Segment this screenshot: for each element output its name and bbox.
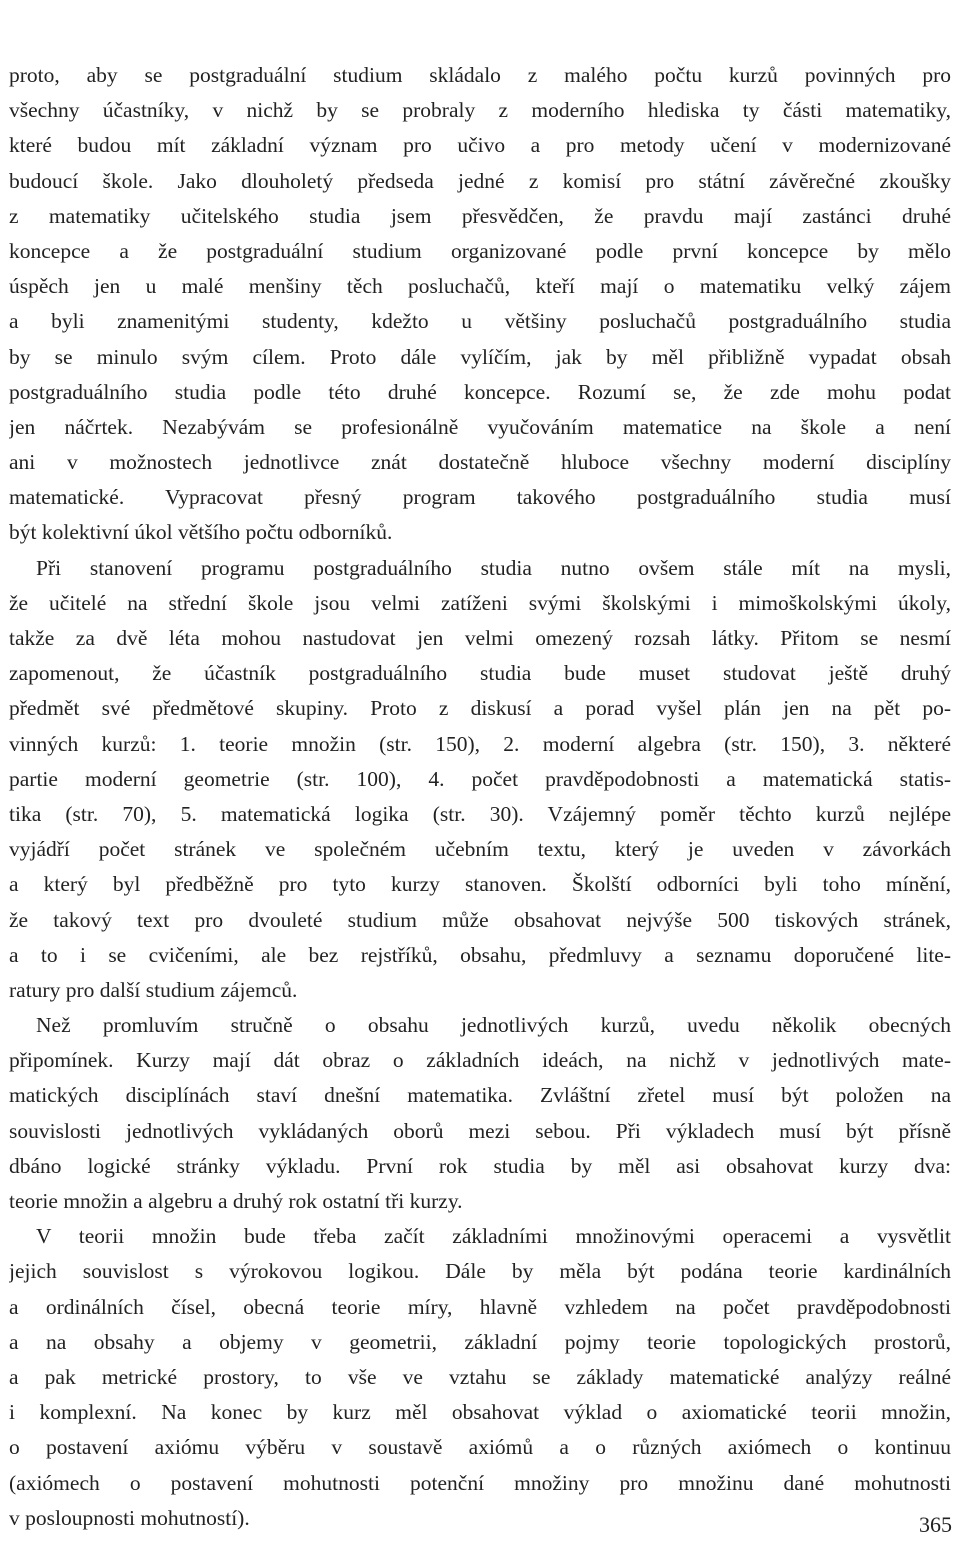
text-line: i komplexní. Na konec by kurz měl obsahovat výklad o axiomatické teorii množin, — [9, 1400, 951, 1425]
text-line: ani v možnostech jednotlivce znát dostatečně hluboce všechny moderní disciplíny — [9, 450, 951, 475]
document-page — [9, 58, 951, 1536]
text-line: postgraduálního studia podle této druhé koncepce. Rozumí se, že zde mohu podat — [9, 379, 951, 404]
text-line: teorie množin a algebru a druhý rok ostatní tři kurzy. — [9, 1189, 463, 1213]
text-line: vinných kurzů: 1. teorie množin (str. 150), 2. moderní algebra (str. 150), 3. některé — [9, 731, 951, 756]
text-line: předmět své předmětové skupiny. Proto z diskusí a porad vyšel plán jen na pět po- — [9, 696, 951, 721]
text-line: tika (str. 70), 5. matematická logika (str. 30). Vzájemný poměr těchto kurzů nejlépe — [9, 801, 951, 826]
text-line: z matematiky učitelského studia jsem přesvědčen, že pravdu mají zastánci druhé — [9, 203, 951, 228]
text-line: (axiómech o postavení mohutnosti potenční množiny pro množinu dané mohutnosti — [9, 1470, 951, 1495]
text-line: Než promluvím stručně o obsahu jednotlivých kurzů, uvedu několik obecných — [36, 1013, 951, 1038]
text-line: dbáno logické stránky výkladu. První rok studia by měl asi obsahovat kurzy dva: — [9, 1153, 951, 1178]
text-line: matematické. Vypracovat přesný program takového postgraduálního studia musí — [9, 485, 951, 510]
text-line: a to i se cvičeními, ale bez rejstříků, obsahu, předmluvy a seznamu doporučené lite- — [9, 942, 951, 967]
text-line: být kolektivní úkol většího počtu odborníků. — [9, 520, 393, 545]
text-line: které budou mít základní význam pro učivo a pro metody učení v modernizované — [9, 133, 951, 158]
text-line: souvislosti jednotlivých vykládaných oborů mezi sebou. Při výkladech musí být přísně — [9, 1118, 951, 1143]
text-line: vyjádří počet stránek ve společném učebním textu, který je uveden v závorkách — [9, 837, 951, 862]
text-line: proto, aby se postgraduální studium skládalo z malého počtu kurzů povinných pro — [9, 63, 951, 87]
document-body — [9, 58, 951, 1536]
text-line: o postavení axiómu výběru v soustavě axiómů a o různých axiómech o kontinuu — [9, 1435, 951, 1460]
text-line: a byli znamenitými studenty, kdežto u většiny posluchačů postgraduálního studia — [9, 309, 951, 334]
text-line: matických disciplínách staví dnešní matematika. Zvláštní zřetel musí být položen na — [9, 1083, 951, 1108]
text-line: by se minulo svým cílem. Proto dále vylíčím, jak by měl přibližně vypadat obsah — [9, 344, 951, 369]
text-line: Při stanovení programu postgraduálního studia nutno ovšem stále mít na mysli, — [36, 555, 951, 580]
text-line: jejich souvislost s výrokovou logikou. Dále by měla být podána teorie kardinálních — [9, 1259, 951, 1284]
text-line: připomínek. Kurzy mají dát obraz o základních ideách, na nichž v jednotlivých mate- — [9, 1048, 951, 1073]
text-line: všechny účastníky, v nichž by se probraly z moderního hlediska ty části matematiky, — [9, 98, 951, 123]
page-number: 365 — [919, 1512, 952, 1537]
text-line: V teorii množin bude třeba začít základními množinovými operacemi a vysvětlit — [36, 1224, 951, 1249]
text-line: budoucí škole. Jako dlouholetý předseda jedné z komisí pro státní závěrečné zkoušky — [9, 168, 951, 193]
text-line: a na obsahy a objemy v geometrii, základní pojmy teorie topologických prostorů, — [9, 1329, 951, 1354]
text-line: že takový text pro dvouleté studium může obsahovat nejvýše 500 tiskových stránek, — [9, 907, 951, 932]
text-line: ratury pro další studium zájemců. — [9, 977, 298, 1002]
text-line: zapomenout, že účastník postgraduálního studia bude muset studovat ještě druhý — [9, 661, 951, 686]
text-line: a který byl předběžně pro tyto kurzy stanoven. Školští odborníci byli toho mínění, — [9, 872, 951, 897]
paragraph — [9, 1008, 951, 1219]
text-line: v posloupnosti mohutností). — [9, 1505, 250, 1530]
text-line: úspěch jen u malé menšiny těch posluchačů, kteří mají o matematiku velký zájem — [9, 274, 951, 299]
text-line: takže za dvě léta mohou nastudovat jen velmi omezený rozsah látky. Přitom se nesmí — [9, 626, 951, 650]
text-line: že učitelé na střední škole jsou velmi zatíženi svými školskými i mimoškolskými úkoly, — [9, 590, 951, 615]
paragraph — [9, 58, 951, 551]
text-line: a pak metrické prostory, to vše ve vztahu se základy matematické analýzy reálné — [9, 1364, 951, 1389]
paragraph — [9, 551, 951, 1008]
text-line: a ordinálních čísel, obecná teorie míry, hlavně vzhledem na počet pravděpodobnosti — [9, 1294, 951, 1319]
paragraph — [9, 1219, 951, 1536]
text-line: partie moderní geometrie (str. 100), 4. počet pravděpodobnosti a matematická statis- — [9, 766, 951, 791]
text-line: jen náčrtek. Nezabývám se profesionálně vyučováním matematice na škole a není — [9, 414, 951, 439]
text-line: koncepce a že postgraduální studium organizované podle první koncepce by mělo — [9, 238, 951, 263]
